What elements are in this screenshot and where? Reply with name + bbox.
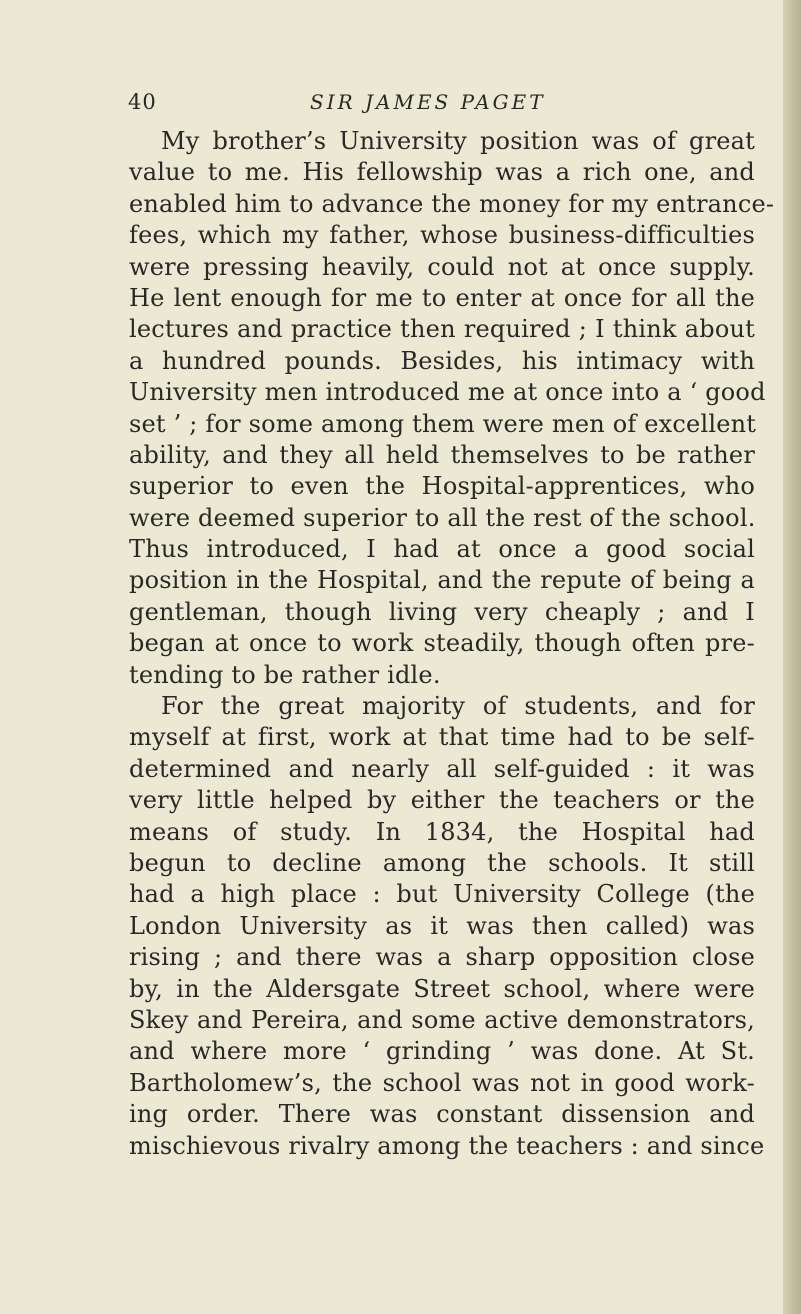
text-line: very little helped by either the teachers or the xyxy=(129,786,755,815)
text-line: My brother’s University position was of great xyxy=(161,127,755,155)
text-line: For the great majority of students, and for xyxy=(161,692,755,721)
text-line: ability, and they all held themselves to be rather xyxy=(129,440,755,469)
text-line: Thus introduced, I had at once a good social xyxy=(129,535,755,564)
page-number: 40 xyxy=(128,90,157,114)
text-line: had a high place : but University College (the xyxy=(129,880,755,909)
text-line: set ’ ; for some among them were men of excellent xyxy=(129,409,757,438)
text-line: fees, which my father, whose business-difficulties xyxy=(129,221,755,250)
running-head: SIR JAMES PAGET xyxy=(310,90,546,114)
text-line: begun to decline among the schools. It still xyxy=(129,848,755,877)
text-line: ing order. There was constant dissension and xyxy=(129,1100,755,1129)
text-line: determined and nearly all self-guided : it was xyxy=(129,754,755,783)
body-text xyxy=(129,126,775,1162)
text-line: began at once to work steadily, though often pre- xyxy=(129,629,755,658)
text-line: Skey and Pereira, and some active demonstrators, xyxy=(129,1005,755,1034)
text-line: mischievous rivalry among the teachers : and since xyxy=(129,1131,765,1160)
text-line: He lent enough for me to enter at once for all the xyxy=(129,283,755,312)
text-line: by, in the Aldersgate Street school, where were xyxy=(129,974,755,1003)
text-line: London University as it was then called) was xyxy=(129,911,755,940)
text-line: Bartholomew’s, the school was not in good work- xyxy=(129,1068,755,1097)
text-line: value to me. His fellowship was a rich one, and xyxy=(129,158,755,187)
text-line: superior to even the Hospital-apprentices, who xyxy=(129,472,755,501)
text-line: means of study. In 1834, the Hospital had xyxy=(129,817,755,846)
text-line: and where more ‘ grinding ’ was done. At St. xyxy=(129,1037,755,1066)
text-line: tending to be rather idle. xyxy=(129,660,441,689)
text-line: lectures and practice then required ; I think about xyxy=(129,315,755,344)
text-line: enabled him to advance the money for my entrance- xyxy=(129,189,775,218)
text-line: gentleman, though living very cheaply ; and I xyxy=(129,597,755,626)
text-line: were pressing heavily, could not at once supply. xyxy=(129,252,755,281)
page-edge xyxy=(783,0,801,1314)
text-line: rising ; and there was a sharp opposition close xyxy=(129,943,755,972)
text-line: University men introduced me at once into a ‘ good xyxy=(129,378,766,407)
text-line: were deemed superior to all the rest of the school. xyxy=(129,503,756,532)
text-line: myself at first, work at that time had to be self- xyxy=(129,723,755,752)
text-line: a hundred pounds. Besides, his intimacy with xyxy=(129,346,755,375)
page-header xyxy=(128,86,608,118)
text-line: position in the Hospital, and the repute of being a xyxy=(129,566,755,595)
